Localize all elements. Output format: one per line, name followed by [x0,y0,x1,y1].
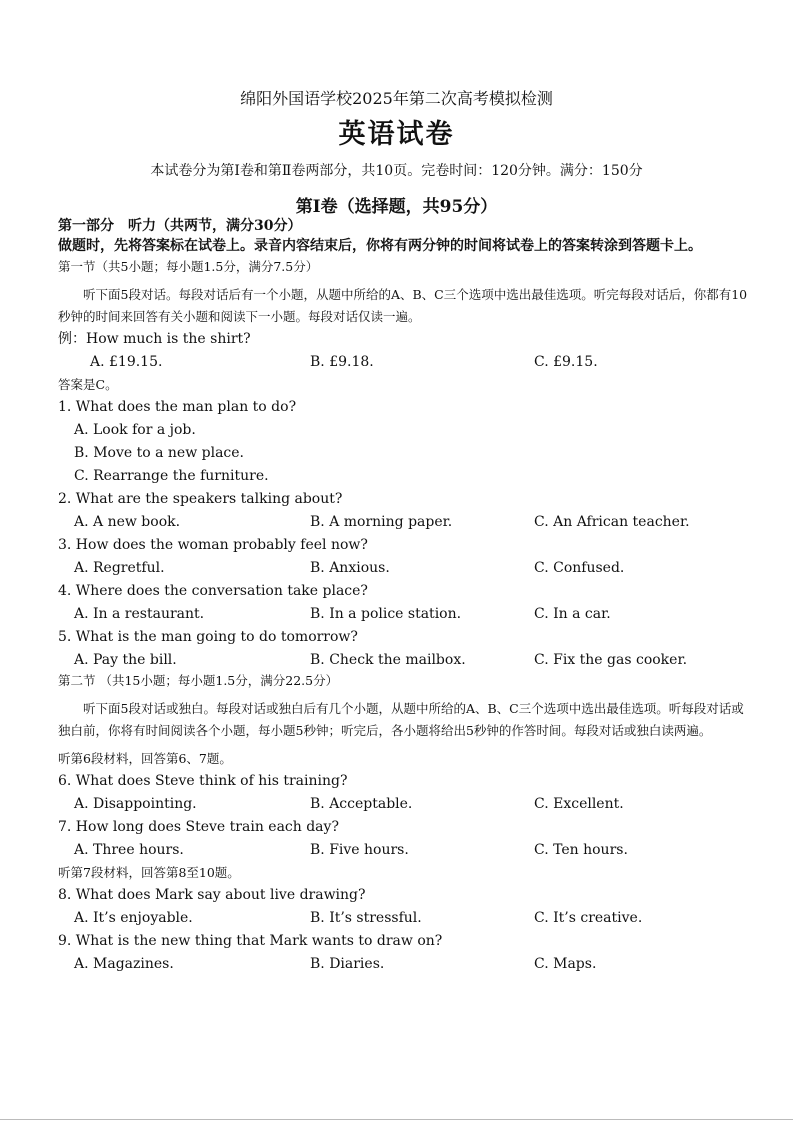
question-8-options [58,907,748,930]
question-8: 8. What does Mark say about live drawing? [58,887,366,903]
question-2-options [58,511,748,534]
question-9-options [58,953,748,976]
question-9-option-c: C. Maps. [534,956,597,972]
example-answer: 答案是C。 [58,377,118,392]
question-1-option-b: B. Move to a new place. [74,445,244,461]
question-7-option-a: A. Three hours. [74,842,184,858]
question-3-option-c: C. Confused. [534,560,625,576]
listening-section [58,216,748,976]
question-8-option-b: B. It’s stressful. [310,910,422,926]
question-2-option-b: B. A morning paper. [310,514,453,530]
question-3-option-a: A. Regretful. [74,560,165,576]
sub-section-1-desc: 听下面5段对话。每段对话后有一个小题，从题中所给的A、B、C三个选项中选出最佳选项。听完每段对话后，你都有10秒钟的时间来回答有关小题和阅读下一小题。每段对话仅读一遍。 [58,287,748,324]
question-5-options [58,649,748,672]
question-6-option-b: B. Acceptable. [310,796,413,812]
question-1-option-a: A. Look for a job. [74,422,196,438]
question-3: 3. How does the woman probably feel now? [58,537,368,553]
exam-intro: 本试卷分为第Ⅰ卷和第Ⅱ卷两部分，共10页。完卷时间：120分钟。满分：150分 [150,163,643,179]
question-6-option-a: A. Disappointing. [74,796,197,812]
example-options [58,351,748,374]
question-4-option-a: A. In a restaurant. [74,606,205,622]
question-7-options [58,839,748,862]
question-6: 6. What does Steve think of his training? [58,773,348,789]
sub-section-1-title: 第一节（共5小题；每小题1.5分，满分7.5分） [58,259,319,274]
question-2-option-c: C. An African teacher. [534,514,690,530]
question-8-option-c: C. It’s creative. [534,910,643,926]
section-instruction: 做题时，先将答案标在试卷上。录音内容结束后，你将有两分钟的时间将试卷上的答案转涂到答题卡上。 [58,238,702,254]
question-9-option-a: A. Magazines. [74,956,174,972]
part-one-title: 第Ⅰ卷（选择题，共95分） [295,197,498,217]
section-heading: 第一部分 听力（共两节，满分30分） [58,218,302,234]
material-7-note: 听第7段材料，回答第8至10题。 [58,865,240,880]
question-4: 4. Where does the conversation take place? [58,583,368,599]
exam-title: 英语试卷 [338,119,455,150]
example-option-a: A. £19.15. [90,354,163,370]
question-5-option-c: C. Fix the gas cooker. [534,652,688,668]
question-7: 7. How long does Steve train each day? [58,819,339,835]
question-1: 1. What does the man plan to do? [58,399,297,415]
page-bottom-divider [0,1119,793,1120]
question-8-option-a: A. It’s enjoyable. [74,910,193,926]
question-5-option-b: B. Check the mailbox. [310,652,466,668]
example-option-c: C. £9.15. [534,354,598,370]
question-2: 2. What are the speakers talking about? [58,491,343,507]
question-3-options [58,557,748,580]
sub-section-2-title: 第二节 （共15小题；每小题1.5分，满分22.5分） [58,673,339,688]
sub-section-2-desc: 听下面5段对话或独白。每段对话或独白后有几个小题，从题中所给的A、B、C三个选项中选出最佳选项。听每段对话或独白前，你将有时间阅读各个小题，每小题5秒钟；听完后，各小题将给出5秒钟的作答时间。每段对话或独白读两遍。 [58,701,744,738]
example-option-b: B. £9.18. [310,354,374,370]
question-3-option-b: B. Anxious. [310,560,390,576]
question-1-option-c: C. Rearrange the furniture. [74,468,269,484]
question-4-options [58,603,748,626]
question-9-option-b: B. Diaries. [310,956,385,972]
question-9: 9. What is the new thing that Mark wants to draw on? [58,933,443,949]
question-4-option-b: B. In a police station. [310,606,462,622]
question-7-option-c: C. Ten hours. [534,842,628,858]
question-6-option-c: C. Excellent. [534,796,624,812]
material-6-note: 听第6段材料，回答第6、7题。 [58,751,232,766]
question-5-option-a: A. Pay the bill. [74,652,177,668]
example-question: 例：How much is the shirt? [58,331,251,347]
question-7-option-b: B. Five hours. [310,842,409,858]
question-6-options [58,793,748,816]
question-4-option-c: C. In a car. [534,606,611,622]
question-2-option-a: A. A new book. [74,514,181,530]
question-5: 5. What is the man going to do tomorrow? [58,629,358,645]
school-name: 绵阳外国语学校2025年第二次高考模拟检测 [240,89,553,108]
